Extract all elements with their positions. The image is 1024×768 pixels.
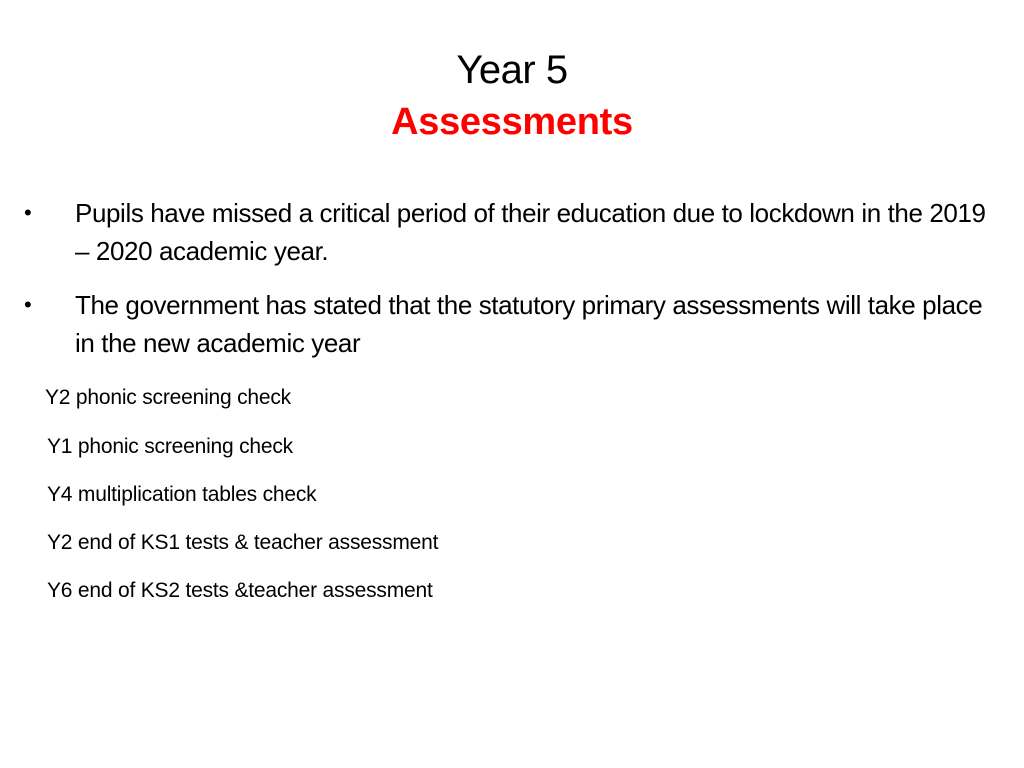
title-assessments: Assessments <box>391 101 633 143</box>
assessment-item-y6-ks2: Y6 end of KS2 tests &teacher assessment <box>47 579 433 602</box>
bullet-text: Pupils have missed a critical period of their education due to lockdown in the 2019 – 2020 academic year. <box>75 198 986 266</box>
bullet-item-lockdown <box>0 194 1024 270</box>
bullet-marker: • <box>24 292 32 317</box>
assessment-item-y4-multiplication: Y4 multiplication tables check <box>47 483 317 506</box>
bullet-marker: • <box>24 200 32 225</box>
bullet-item-government <box>0 286 1024 362</box>
assessment-item-y1-phonics: Y1 phonic screening check <box>47 435 293 458</box>
assessment-item-y2-phonics: Y2 phonic screening check <box>45 386 291 409</box>
assessment-item-y2-ks1: Y2 end of KS1 tests & teacher assessment <box>47 531 439 554</box>
bullet-text: The government has stated that the statutory primary assessments will take place in the new academic year <box>75 290 983 358</box>
slide-title <box>0 44 1024 148</box>
title-year: Year 5 <box>456 48 568 92</box>
bullet-list <box>0 194 1024 378</box>
